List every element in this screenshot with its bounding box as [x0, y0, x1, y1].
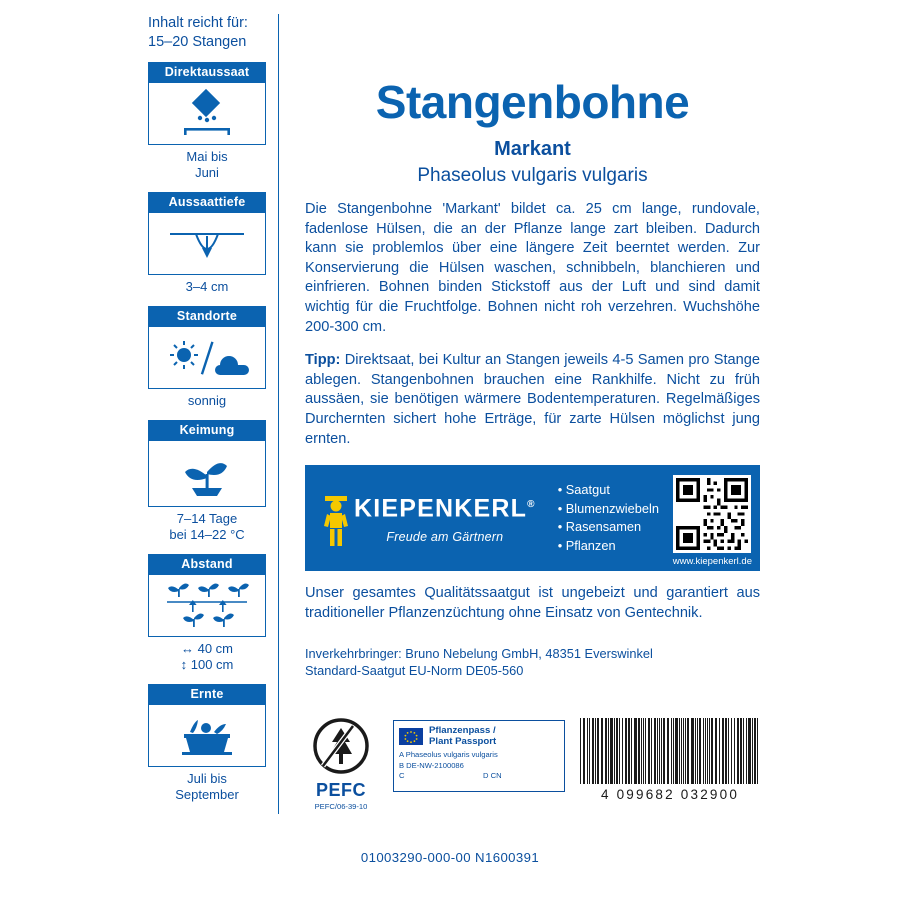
info-block-caption: 3–4 cm [185, 279, 229, 294]
column-divider [278, 14, 279, 814]
quality-note: Unser gesamtes Qualitätssaatgut ist ungebeizt und garantiert aus traditioneller Pflanzenzüchtung ohne Einsatz von Gentechnik. [305, 585, 760, 621]
info-block-germination [148, 420, 266, 543]
qr-code-icon[interactable] [673, 475, 751, 553]
harvest-crate-icon [148, 705, 266, 767]
main-content-column [305, 14, 760, 679]
sprout-icon [148, 441, 266, 507]
content-yield-line2: 15–20 Stangen [148, 34, 247, 50]
info-block-title: Standorte [148, 306, 266, 327]
info-block-location [148, 306, 266, 409]
variety-name: Markant [494, 138, 571, 160]
info-block-harvest [148, 684, 266, 803]
info-block-title: Keimung [148, 420, 266, 441]
info-block-spacing [148, 554, 266, 673]
tip-label: Tipp: [305, 352, 341, 369]
sowing-icon [148, 83, 266, 145]
brand-banner [305, 465, 760, 571]
pefc-code: PEFC/06-39-10 [314, 802, 368, 811]
passport-title: Pflanzenpass / Plant Passport [429, 725, 497, 747]
legal-line-1: Inverkehrbringer: Bruno Nebelung GmbH, 48351 Everswinkel [305, 646, 653, 662]
info-block-depth [148, 192, 266, 295]
pefc-logo [305, 718, 377, 811]
tip-text: Direktsaat, bei Kultur an Stangen jeweils 4-5 Samen pro Stange ablegen. Stangenbohnen brauchen eine Rankhilfe. Nicht zu früh aussäen, sie benötigen wärmere Bodentemperaturen. Regelmäßiges Durchernten sichert hohe Erträge, für zarte Hülsen möglichst jung ernten. [305, 352, 760, 447]
passport-field-c: C [399, 771, 405, 780]
barcode [580, 718, 760, 802]
barcode-number: 4 099682 032900 [600, 787, 740, 802]
content-yield-header [148, 14, 268, 52]
brand-url[interactable]: www.kiepenkerl.de [672, 556, 752, 568]
page-title: Stangenbohne [375, 76, 690, 128]
gardener-figure-icon [321, 492, 347, 544]
passport-field-b: B DE-NW-2100086 [399, 761, 464, 770]
list-item: • Blumenzwiebeln [557, 500, 659, 516]
info-block-title: Aussaattiefe [148, 192, 266, 213]
info-block-caption: 7–14 Tage bei 14–22 °C [169, 511, 245, 542]
list-item: • Saatgut [557, 482, 610, 498]
latin-name: Phaseolus vulgaris vulgaris [417, 165, 648, 186]
info-block-title: Direktaussaat [148, 62, 266, 83]
plant-passport-box [393, 720, 565, 792]
article-code: 01003290-000-00 N1600391 [360, 850, 540, 865]
info-block-title: Ernte [148, 684, 266, 705]
legal-info [305, 645, 760, 679]
info-block-caption: ↔ 40 cm ↕ 100 cm [180, 641, 234, 672]
list-item: • Pflanzen [557, 537, 616, 553]
eu-flag-icon [399, 728, 423, 745]
passport-header [394, 721, 564, 749]
info-block-caption: Mai bis Juni [186, 149, 228, 180]
brand-name: KIEPENKERL® [354, 494, 536, 523]
footer-certification-row [305, 718, 865, 810]
list-item: • Rasensamen [557, 519, 642, 535]
legal-line-2: Standard-Saatgut EU-Norm DE05-560 [305, 663, 524, 679]
spacing-icon [148, 575, 266, 637]
qr-section [673, 475, 752, 567]
brand-text [354, 492, 536, 543]
info-block-title: Abstand [148, 554, 266, 575]
sun-cloud-icon [148, 327, 266, 389]
info-block-caption: sonnig [187, 393, 227, 408]
cultivation-info-column [148, 14, 268, 814]
brand-slogan: Freude am Gärtnern [386, 529, 504, 544]
brand-logo [321, 492, 536, 544]
content-yield-line1: Inhalt reicht für: [148, 15, 248, 31]
passport-fields-cd [394, 771, 564, 780]
depth-icon [148, 213, 266, 275]
description-text: Die Stangenbohne 'Markant' bildet ca. 25 cm lange, rundovale, fadenlose Hülsen, die an der Pflanze lange zart bleiben. Dadurch kann sie problemlos über eine längere Zeit beerntet werden. Zur Konservierung die Hülsen waschen, schnibbeln, blanchieren und einfrieren. Bohnen binden Stickstoff aus der Luft und sind damit wichtig für die Fruchtfolge. Bohnen nicht roh verzehren. Wuchshöhe 200-300 cm. [305, 201, 760, 335]
info-block-sowing [148, 62, 266, 181]
info-block-caption: Juli bis September [175, 771, 239, 802]
pefc-tree-icon [313, 718, 369, 774]
passport-field-a: A Phaseolus vulgaris vulgaris [399, 750, 498, 759]
passport-field-d: D CN [483, 771, 502, 780]
product-category-list [558, 481, 659, 555]
tip-paragraph [305, 351, 760, 449]
barcode-bars [580, 718, 760, 784]
pefc-wordmark: PEFC [315, 780, 366, 800]
